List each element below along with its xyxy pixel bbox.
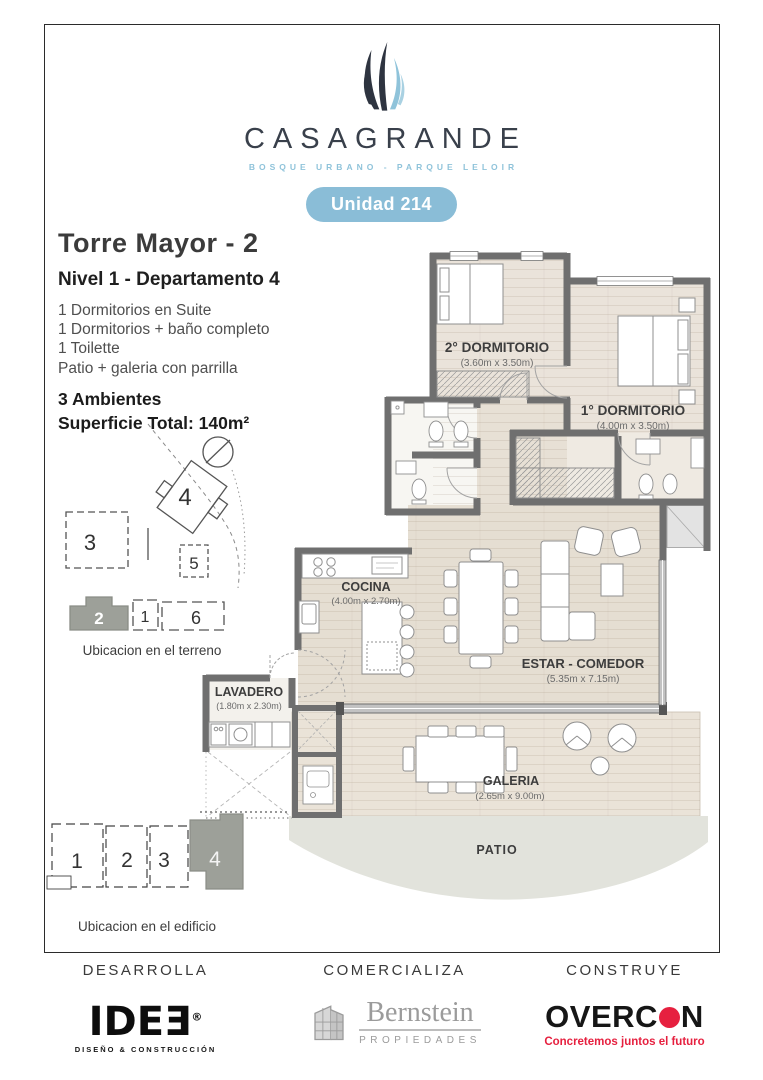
room-label-cocina: COCINA — [341, 580, 391, 594]
casagrande-logo-icon — [349, 38, 415, 116]
rooms-count: 3 Ambientes — [58, 388, 162, 409]
terrain-number-5: 5 — [189, 554, 199, 573]
feature-item: 1 Dormitorios en Suite — [58, 302, 212, 319]
closet-dorm2 — [437, 371, 529, 397]
terrain-number-4: 4 — [178, 484, 192, 511]
overcon-tagline: Concretemos juntos el futuro — [544, 1036, 705, 1048]
terrain-building-4-outline — [149, 455, 236, 540]
building-caption: Ubicacion en el edificio — [77, 919, 217, 934]
header — [0, 38, 763, 222]
kitchen-island — [362, 602, 402, 674]
unit-number-2: 2 — [121, 849, 133, 872]
open-patio-marks — [206, 752, 292, 818]
terrain-number-6: 6 — [190, 608, 202, 628]
footer-developer — [48, 962, 243, 1054]
terrain-numbers — [83, 484, 222, 658]
patio-area — [289, 816, 708, 900]
terrace-ledge — [667, 506, 704, 548]
bernstein-sub-label: PROPIEDADES — [359, 1034, 481, 1046]
feature-item: 1 Dormitorios + baño completo — [58, 321, 270, 339]
feature-item: Patio + galeria con parrilla — [58, 359, 238, 377]
room-label-patio: PATIO — [476, 843, 518, 857]
builder-role-label: CONSTRUYE — [566, 962, 683, 979]
level-subtitle: Nivel 1 - Departamento 4 — [58, 269, 280, 290]
room-dims-lavadero: (1.80m x 2.30m) — [216, 701, 282, 711]
feature-list — [58, 301, 398, 378]
brand-name: CASAGRANDE — [243, 123, 528, 155]
bernstein-building-icon — [308, 1001, 350, 1043]
unit-number-1: 1 — [71, 850, 83, 873]
terrain-number-1: 1 — [140, 609, 150, 626]
listing-info — [58, 228, 398, 434]
brand-tagline: BOSQUE URBANO - PARQUE LELOIR — [248, 162, 519, 172]
room-label-dorm2: 2° DORMITORIO — [444, 340, 550, 355]
room-dims-estar: (5.35m x 7.15m) — [546, 674, 620, 685]
overcon-logo — [512, 1001, 737, 1032]
laundry-fixtures — [209, 722, 290, 747]
room-label-galeria: GALERIA — [482, 774, 540, 788]
unit-badge: Unidad 214 — [306, 187, 457, 222]
total-area: Superficie Total: 140m² — [58, 412, 250, 433]
footer-builder — [512, 962, 737, 1048]
room-dims-dorm2: (3.60m x 3.50m) — [460, 358, 534, 369]
room-dims-galeria: (2.65m x 9.00m) — [475, 791, 545, 802]
terrain-number-3: 3 — [83, 530, 97, 555]
room-dims-dorm1: (4.00m x 3.50m) — [596, 421, 670, 432]
broker-role-label: COMERCIALIZA — [323, 962, 466, 979]
idee-logo-text: IDEƎ — [88, 999, 192, 1045]
footer-broker — [282, 962, 507, 1046]
coffee-table — [601, 564, 623, 596]
terrain-caption: Ubicacion en el terreno — [82, 643, 222, 658]
unit-number-3: 3 — [158, 849, 170, 872]
developer-role-label: DESARROLLA — [82, 962, 209, 979]
terrain-building-3-outline — [66, 512, 128, 568]
idee-logo — [48, 999, 243, 1045]
feature-item: 1 Toilette — [58, 340, 120, 358]
overcon-logo-right: N — [680, 999, 704, 1034]
registered-mark: ® — [191, 1010, 203, 1024]
side-table — [591, 757, 609, 775]
room-dims-cocina: (4.00m x 2.70m) — [331, 596, 401, 607]
terrain-diagram — [66, 424, 245, 630]
bed-dorm2 — [437, 264, 503, 324]
unit-number-4: 4 — [209, 848, 221, 871]
idee-sub-label: DISEÑO & CONSTRUCCIÓN — [74, 1045, 217, 1054]
room-label-dorm1: 1° DORMITORIO — [580, 403, 686, 418]
overcon-logo-left: OVERC — [545, 999, 658, 1034]
terrain-number-2: 2 — [94, 609, 104, 628]
bernstein-logo-text: Bernstein — [359, 999, 481, 1031]
room-label-estar: ESTAR - COMEDOR — [521, 656, 645, 671]
room-label-lavadero: LAVADERO — [214, 685, 284, 699]
overcon-red-dot-icon — [659, 1007, 680, 1028]
tower-title: Torre Mayor - 2 — [58, 228, 259, 258]
